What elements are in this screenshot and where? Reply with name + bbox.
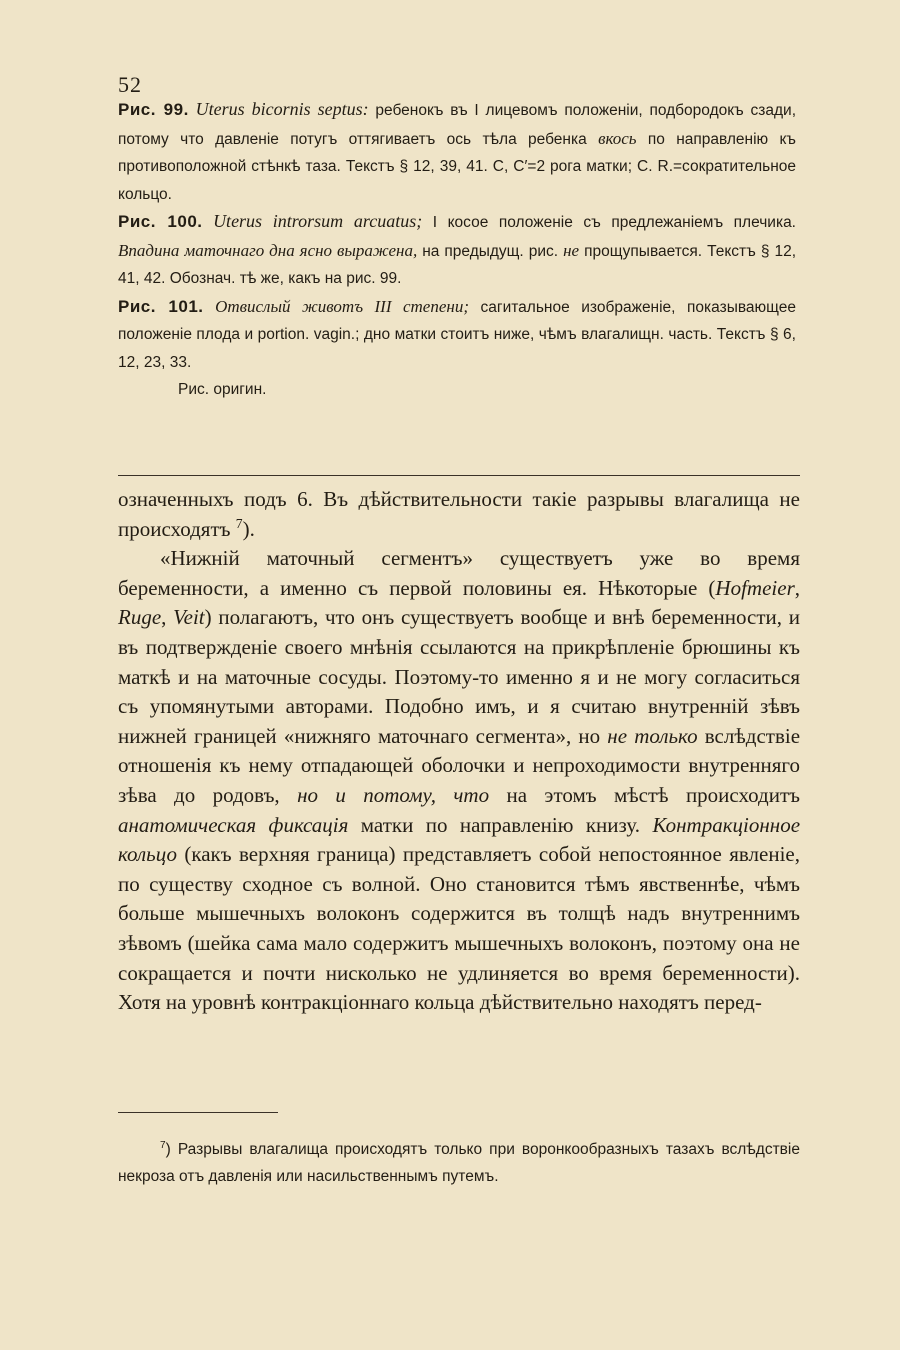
paragraph-text: на этомъ мѣстѣ происходитъ bbox=[506, 782, 801, 807]
caption-label: Рис. 101. bbox=[118, 296, 204, 316]
paragraph-text: ) полагаютъ, что онъ существуетъ вообще и внѣ беременности, и въ подтвержденіе своего мнѣнія ссылаются на прикрѣпленіе брюшины къ маткѣ и на маточные сосуды. Поэтому-то именно я и не могу согласиться съ упомянутыми авторами. Подобно имъ, и я считаю внутренній зѣвъ нижней границей «нижняго маточнаго сегмента», но bbox=[118, 605, 800, 748]
caption-label: Рис. 99. bbox=[118, 100, 189, 119]
caption-italic-word: вкось bbox=[598, 128, 637, 148]
paragraph-text: означенныхъ подъ 6. Въ дѣйствительности такіе разрывы влагалища не происходятъ bbox=[118, 487, 800, 541]
caption-label: Рис. 100. bbox=[118, 212, 203, 231]
paragraph-end: ). bbox=[242, 516, 255, 541]
emphasis: анатомическая фиксація bbox=[118, 812, 349, 837]
paragraph-2 bbox=[118, 544, 800, 1018]
page-number: 52 bbox=[118, 72, 142, 97]
caption-source: Рис. оригин. bbox=[178, 381, 267, 398]
caption-italic-phrase: Впадина маточнаго дна ясно выражена, bbox=[118, 240, 418, 260]
caption-fig-99 bbox=[118, 96, 796, 208]
caption-italic-ne: не bbox=[563, 240, 580, 260]
emphasis: но и потому, что bbox=[297, 782, 490, 807]
caption-fig-101 bbox=[118, 293, 796, 404]
paragraph-text: «Нижній маточный сегментъ» существуетъ уже во время беременности, а именно съ первой половины ея. Нѣкоторые ( bbox=[118, 546, 800, 600]
caption-text: I косое положеніе съ предлежаніемъ плечика. bbox=[432, 214, 796, 231]
footnote-divider bbox=[118, 1112, 278, 1113]
footnote bbox=[118, 1136, 800, 1190]
emphasis: Контракціонное кольцо bbox=[118, 812, 801, 867]
author-name: Veit bbox=[173, 605, 205, 630]
caption-latin-title: Uterus introrsum arcuatus; bbox=[213, 211, 423, 231]
author-name: Hofmeier bbox=[715, 575, 795, 600]
paragraph-text: (какъ верхняя граница) представляетъ собой непостоянное явленіе, по существу сходное съ волной. Оно становится тѣмъ явственнѣе, чѣмъ больше мышечныхъ волоконъ содержится въ толщѣ надъ внутреннимъ зѣвомъ (шейка сама мало содержитъ мышечныхъ волоконъ, поэтому она не сокращается и почти нисколько не удлиняется во время беременности). Хотя на уровнѣ контракціоннаго кольца дѣйствительно находятъ перед- bbox=[118, 842, 800, 1015]
author-name: Ruge bbox=[118, 605, 162, 630]
footnote-mark: 7 bbox=[160, 1139, 166, 1151]
figure-captions bbox=[118, 96, 796, 404]
separator: , bbox=[161, 605, 174, 630]
caption-fig-100 bbox=[118, 208, 796, 293]
separator: , bbox=[794, 575, 800, 600]
footnote-text: Разрывы влагалища происходятъ только при воронкообразныхъ тазахъ вслѣдствіе некроза отъ давленія или насильственнымъ путемъ. bbox=[118, 1141, 800, 1185]
footnote-mark-wrap: $^7$) bbox=[160, 1139, 171, 1158]
caption-text-mid: на предыдущ. рис. bbox=[422, 242, 559, 260]
caption-latin-title: Uterus bicornis septus: bbox=[195, 99, 369, 119]
caption-text: ребенокъ въ I лицевомъ положеніи, подбородокъ сзади, потому что давленіе потугъ оттягиваетъ ось тѣла ребенка bbox=[118, 102, 796, 148]
emphasis: не только bbox=[607, 723, 698, 748]
caption-text-after: прощупывается. Текстъ § 12, 41, 42. Обознач. тѣ же, какъ на рис. 99. bbox=[118, 242, 796, 287]
paragraph-1 bbox=[118, 485, 800, 544]
caption-text-after: по направленію къ противоположной стѣнкѣ таза. Текстъ § 12, 39, 41. С, С′=2 рога матки; С. R.=сократительное кольцо. bbox=[118, 130, 796, 203]
main-text bbox=[118, 485, 800, 1018]
paragraph-text: вслѣдствіе отношенія къ нему отпадающей оболочки и непроходимости внутренняго зѣва до родовъ, bbox=[118, 723, 801, 807]
caption-text: сагитальное изображеніе, показывающее положеніе плода и portion. vagin.; дно матки стоитъ ниже, чѣмъ влагалищн. часть. Текстъ § 6, 12, 23, 33. bbox=[118, 298, 796, 371]
caption-italic-title: Отвислый животъ III степени; bbox=[215, 296, 469, 316]
footnote-ref: 7 bbox=[235, 515, 243, 531]
captions-divider bbox=[118, 475, 800, 476]
paragraph-text: матки по направленію книзу. bbox=[360, 812, 641, 837]
